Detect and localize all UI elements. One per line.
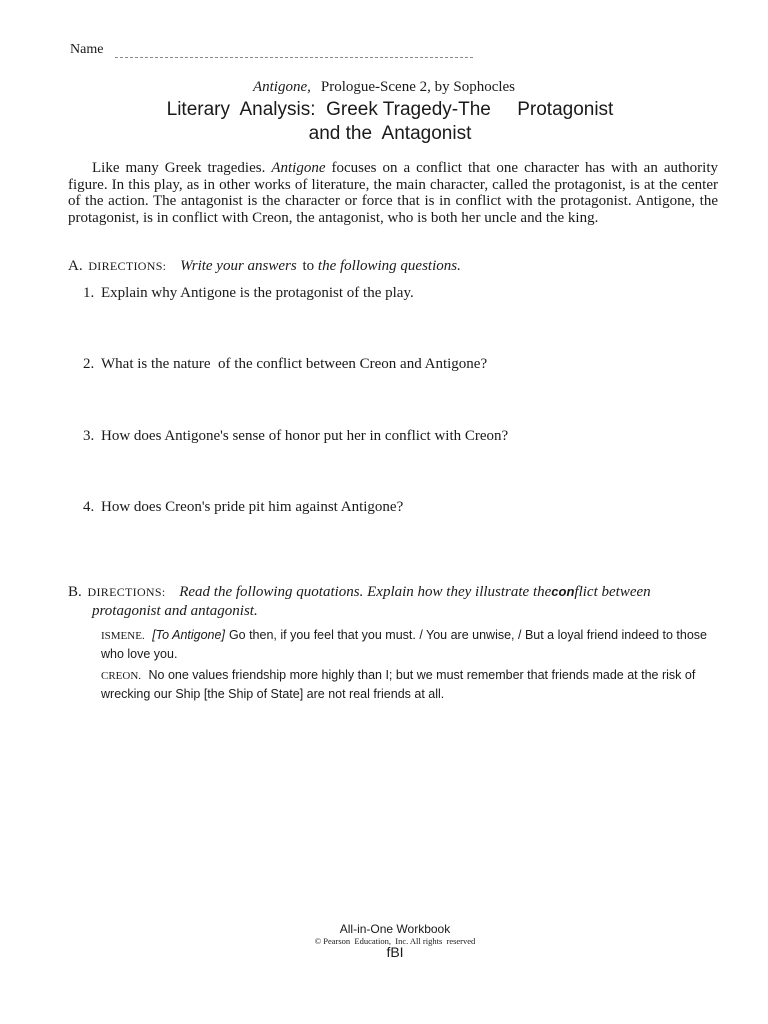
section-b-text-bold: con <box>551 584 575 599</box>
section-a-heading <box>68 258 461 275</box>
question-number: 4. <box>83 499 95 515</box>
section-b-letter: B. <box>68 584 82 600</box>
quote-text: No one values friendship more highly than I; but we must remember that friends made at the risk of wrecking our Ship [the Ship of State] are not real friends at all. <box>101 668 696 701</box>
question-text: How does Creon's pride pit him against Antigone? <box>101 499 404 515</box>
section-b-text-3: protagonist and antagonist. <box>92 603 258 619</box>
question-3 <box>83 428 508 445</box>
section-a-letter: A. <box>68 258 83 274</box>
footer-page-number: fBI <box>386 944 404 960</box>
question-4 <box>83 499 403 516</box>
footer-copyright: © Pearson Education, Inc. All rights reserved <box>314 936 476 946</box>
name-row <box>70 42 473 58</box>
name-label: Name <box>70 42 104 57</box>
question-text: How does Antigone's sense of honor put her in conflict with Creon? <box>101 428 509 444</box>
quote-text: Go then, if you feel that you must. / You are unwise, / But a loyal friend indeed to those who love you. <box>101 628 708 661</box>
quote-creon <box>101 666 721 703</box>
section-a-text-rest: the following questions. <box>317 258 461 274</box>
section-b-heading <box>68 582 718 621</box>
subtitle-rest: Prologue-Scene 2, by Sophocles <box>320 79 516 95</box>
intro-text-2: focuses on a conflict that one character has with an authority figure. In this play, as in other works of literature, the main character, called the protagonist, is at the center of the action. The antagonist is the character or force that is in conflict with the protagonist. Antigone, the protagonist, is in conflict with Creon, the antagonist, who is both her uncle and the king. <box>68 160 718 226</box>
question-number: 2. <box>83 356 95 372</box>
question-text: Explain why Antigone is the protagonist of the play. <box>101 285 414 301</box>
section-b-label: DIRECTIONS: <box>87 585 166 599</box>
footer-book-title: All-in-One Workbook <box>339 922 451 936</box>
intro-work-title: Antigone <box>271 160 326 176</box>
section-a-text-italic: Write your answers <box>180 258 297 274</box>
name-field-line[interactable] <box>115 45 473 58</box>
quote-speaker: ISMENE. <box>101 630 145 642</box>
quote-stage-direction: [To Antigone] <box>152 628 225 642</box>
intro-text-1: Like many Greek tragedies. <box>92 160 272 176</box>
question-1 <box>83 285 414 302</box>
intro-paragraph <box>68 160 718 226</box>
subtitle <box>0 79 768 96</box>
question-number: 3. <box>83 428 95 444</box>
section-a-text-to: to <box>302 258 315 274</box>
section-b-text-1: Read the following quotations. Explain how they illustrate the <box>179 584 552 600</box>
section-a-label: DIRECTIONS: <box>88 259 167 273</box>
page-title <box>0 98 768 146</box>
quote-speaker: CREON. <box>101 670 142 682</box>
question-text: What is the nature of the conflict between Creon and Antigone? <box>101 356 488 372</box>
subtitle-work: Antigone, <box>252 79 311 95</box>
quote-ismene <box>101 626 721 663</box>
title-line-2: and the Antagonist <box>308 123 472 144</box>
title-line-1: Literary Analysis: Greek Tragedy-The Protagonist <box>166 99 614 120</box>
question-number: 1. <box>83 285 95 301</box>
question-2 <box>83 356 487 373</box>
section-b-text-2: flict between <box>574 584 651 600</box>
